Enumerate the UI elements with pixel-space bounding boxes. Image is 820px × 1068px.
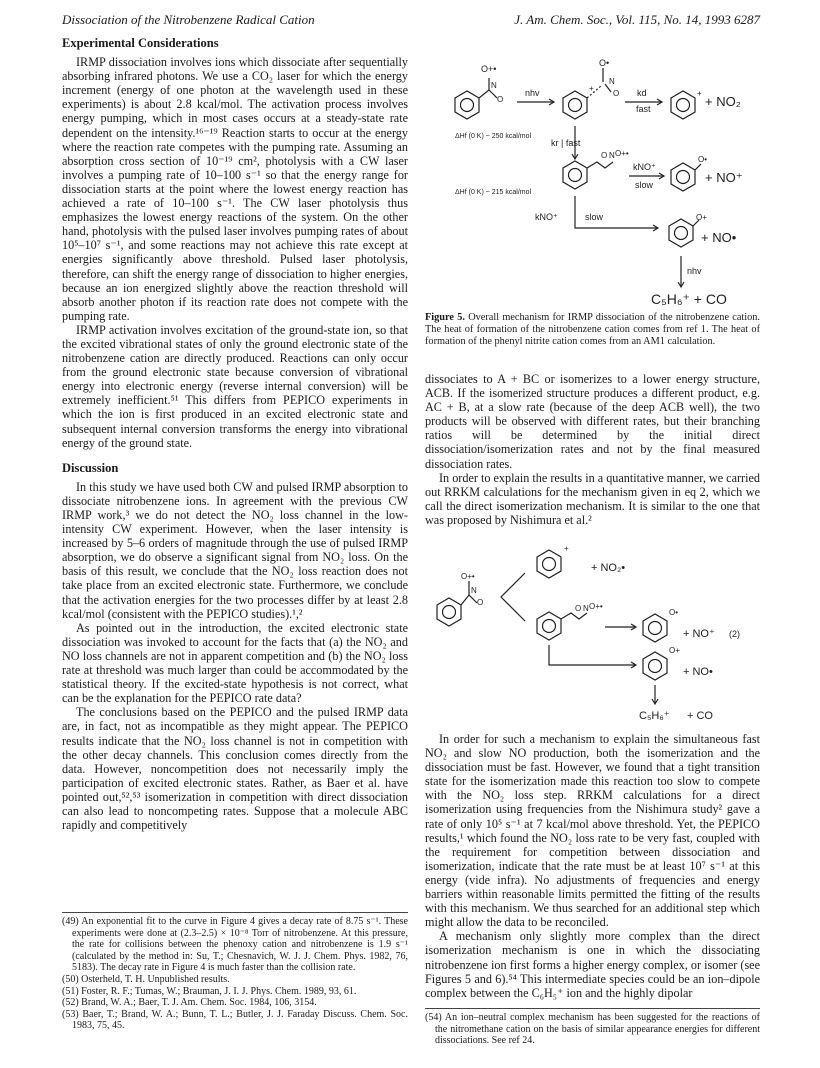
caption-label: Figure 5. [425,312,465,323]
mechanism-diagram [425,58,760,308]
footnote: (53) Baer, T.; Brand, W. A.; Bunn, T. L.; Butler, J. J. Faraday Discuss. Chem. Soc. 1983, 75, 45. [62,1008,408,1032]
svg-text:O: O [613,89,620,98]
footnote: (52) Brand, W. A.; Baer, T. J. Am. Chem. Soc. 1984, 106, 3154. [62,997,317,1009]
eq-number: (2) [729,629,740,639]
eq-label-no-plus: + NO⁺ [683,628,715,640]
paragraph: In order for such a mechanism to explain the simultaneous fast NO₂ and slow NO production, both the isomerization and the dissociation must be fast. However, we found that a tight transition state for the isomerization made this reaction too slow to compete with the NO₂ loss step. RRKM calculations for a direct isomerization using frequencies from the Nishimura study² gave a rate of only 10⁵ s⁻¹ at 7 kcal/mol above threshold. Yet, the PEPICO results,¹ which found the NO₂ loss rate to be very fast, coupled with the requirement for competition between dissociation and isomerization, indicate that the rate must be at least 10⁷ s⁻¹ at this energy (vide infra). No adjustments of frequencies and energy barriers within reasonable limits permitted the fitting of the results with this mechanism. We thus searched for an additional step which might allow the data to be reconciled. [425,732,760,930]
svg-text:N: N [491,81,497,90]
left-column [62,36,408,832]
svg-text:O: O [575,604,582,613]
label-kno: kNO⁺ [633,162,656,172]
svg-text:+: + [589,84,594,93]
svg-text:O+•: O+• [461,572,475,581]
label-kd: kd [637,88,647,98]
label-c5h6-co: C₅H₆⁺ + CO [651,291,727,307]
benzene-ring-icon [563,161,587,189]
benzene-ring-icon [671,91,695,119]
label-kr-fast: kr | fast [551,138,581,148]
footnote: (50) Osterheld, T. H. Unpublished results. [62,973,230,985]
running-header-journal: J. Am. Chem. Soc., Vol. 115, No. 14, 1993 6287 [514,12,760,27]
label-nhv: nhv [525,88,540,98]
caption-text: Overall mechanism for IRMP dissociation of the nitrobenzene cation. The heat of formation of the nitrobenzene cation comes from ref 1. The heat of formation of the phenyl nitrite cation comes from an AM1 calculation. [425,312,760,347]
footnote: (51) Foster, R. F.; Tumas, W.; Brauman, J. I. J. Phys. Chem. 1989, 93, 61. [62,985,357,997]
svg-text:O: O [497,95,504,104]
svg-text:+: + [697,89,702,98]
footnotes-left [62,912,408,1032]
paragraph: IRMP dissociation involves ions which dissociate after sequentially absorbing infrared photons. We use a CO₂ laser for which the energy increment (energy of one photon at the wavelength used in these experiments) is about 2.8 kcal/mol. The activation process involves energy pumping, which in most cases occurs at a steady-state rate dependent on the intensity.¹⁶⁻¹⁹ Reaction starts to occur at the energy where the reaction rate competes with the pumping rate. Assuming an absorption cross section of 10⁻¹⁹ cm², photolysis with a CW laser involves a pumping rate of 10–100 s⁻¹ so that the energy range for dissociation starts at the point where the lowest energy reaction has achieved a rate of 10–100 s⁻¹. The CW laser photolysis thus emphasizes the lowest energy reactions of the system. On the other hand, photolysis with the pulsed laser involves pumping rates of about 10⁵–10⁷ s⁻¹, and some reactions may not achieve this rate except at energies significantly above threshold. Pulsed laser photolysis, therefore, can shift the energy range of dissociation to higher energies, because an ion energized slightly above the reaction threshold will absorb another photon if its reaction rate does not compete with the pumping rate. [62,55,408,323]
benzene-ring-icon [669,219,693,247]
svg-text:N: N [471,586,477,595]
paragraph: A mechanism only slightly more complex than the direct isomerization mechanism is one in which the dissociating nitrobenzene ion first forms a higher energy complex, or isomer (see Figures 5 and 6).⁵⁴ This intermediate species could be an ion–dipole complex between the C₆H₅⁺ ion and the highly dipolar [425,929,760,1000]
label-fast: fast [636,104,651,114]
figure-5-caption [425,312,760,348]
paragraph: In order to explain the results in a quantitative manner, we carried out RRKM calculations for the mechanism given in eq 2, which we call the direct isomerization mechanism. It is similar to the one that was proposed by Nishimura et al.² [425,470,761,527]
svg-text:O+•: O+• [481,64,497,74]
label-dh2: ΔHf (0 K) ~ 215 kcal/mol [455,189,532,196]
label-dh1: ΔHf (0 K) ~ 250 kcal/mol [455,133,532,140]
svg-text:O+: O+ [696,213,707,222]
svg-text:O•: O• [669,608,679,617]
paragraph: As pointed out in the introduction, the excited electronic state dissociation was invoked to account for the facts that (a) the NO₂ and NO loss channels are not in apparent competition and (b) the NO₂ loss rate at threshold was much larger than could be accommodated by the statistical theory. If the excited-state hypothesis is not correct, what can be the explanation for the PEPICO rate data? [62,620,408,706]
paragraph: The conclusions based on the PEPICO and the pulsed IRMP data are, in fact, not as incompatible as they might appear. The PEPICO results indicate that the NO₂ loss channel is not in competition with the other decay channels. This conclusion comes directly from the data. However, noncompetition does not necessarily imply the participation of excited electronic states. Rather, as Baer et al. have pointed out,⁵²,⁵³ isomerization in competition with direct dissociation can also lead to noncompeting rates. Suppose that a molecule ABC rapidly and competitively [62,705,408,833]
benzene-ring-icon [537,550,561,578]
label-nhv-2: nhv [687,266,702,276]
eq-label-co: + CO [687,710,713,722]
svg-text:N: N [609,77,615,86]
paragraph: In this study we have used both CW and pulsed IRMP absorption to dissociate nitrobenzene ions. In agreement with the previous CW IRMP work,³ we do not detect the NO₂ loss channel in the low-intensity CW experiment. However, when the laser intensity is increased by 5–6 orders of magnitude through the use of pulsed IRMP absorption, we do observe a significant signal from NO₂ loss. On the basis of this result, we conclude that the NO₂ loss reaction does not take place from an excited electronic state. Furthermore, we conclude that the activation energies for the two processes differ by at least 2.8 kcal/mol (consistent with the PEPICO studies).¹,² [62,479,408,621]
section-title-experimental: Experimental Considerations [62,36,219,50]
svg-text:N: N [609,151,615,160]
svg-text:O+•: O+• [589,602,603,611]
right-column-top [425,372,760,527]
paragraph: dissociates to A + BC or isomerizes to a lower energy structure, ACB. If the isomerized structure produces a different product, e.g. AC + B, at a slow rate (because of the deep ACB well), the two products will be observed with different rates, but their branching ratios will be determined by the initial direct dissociation/isomerization rates and not by the final measured dissociation rates. [425,372,760,471]
paragraph: IRMP activation involves excitation of the ground-state ion, so that the excited vibrational states of only the ground electronic state of the nitrobenzene cation are directly produced. Reactions can only occur from the ground electronic state because conversion of vibrational energy into electronic energy (reverse internal conversion) will be extremely inefficient.⁵¹ This differs from PEPICO experiments in which the ion is first produced in an excited electronic state and subsequent internal conversion transforms the energy into vibrational energy of the ground state. [62,322,408,450]
running-header-title: Dissociation of the Nitrobenzene Radical Cation [62,12,315,27]
benzene-ring-icon [563,91,587,119]
label-slow2: slow [585,212,604,222]
svg-text:O•: O• [698,155,708,164]
label-no-plus: + NO⁺ [705,170,743,185]
equation-diagram [425,535,760,725]
svg-text:N: N [583,604,589,613]
footnotes-right [425,1008,760,1047]
svg-text:O: O [601,151,608,160]
eq-label-no-rad: + NO• [683,666,713,678]
eq-label-c5h6: C₅H₆⁺ [639,710,670,722]
label-no2: + NO₂ [705,94,741,109]
svg-text:+: + [564,544,569,553]
svg-text:O+•: O+• [615,149,629,158]
benzene-ring-icon [671,163,695,191]
benzene-ring-icon [643,614,667,642]
label-no-rad: + NO• [701,230,737,245]
svg-text:O: O [477,598,484,607]
eq-label-no2: + NO₂• [591,562,626,574]
label-kno2: kNO⁺ [535,212,558,222]
label-slow: slow [635,180,654,190]
footnote: (49) An exponential fit to the curve in Figure 4 gives a decay rate of 8.75 s⁻¹. These experiments were done at (2.3–2.5) × 10⁻⁸ Torr of nitrobenzene. At this pressure, the rate for collisions between the phenoxy cation and nitrobenzene is 1.9 s⁻¹ (calculated by the method in: Su, T.; Chesnavich, W. J. J. Chem. Phys. 1982, 76, 5183). The decay rate in Figure 4 is much faster than the collision rate. [62,916,408,974]
section-title-discussion: Discussion [62,460,119,475]
benzene-ring-icon [455,91,479,119]
footnote: (54) An ion–neutral complex mechanism has been suggested for the reactions of the nitromethane cation on the basis of similar appearance energies for different dissociations. See ref 24. [425,1012,760,1047]
right-column-bottom [425,732,760,1000]
benzene-ring-icon [437,598,461,626]
svg-text:O+: O+ [669,646,680,655]
svg-text:O•: O• [599,58,610,68]
equation-2-scheme [425,535,760,725]
benzene-ring-icon [643,652,667,680]
figure-5-scheme [425,58,760,308]
benzene-ring-icon [537,612,561,640]
